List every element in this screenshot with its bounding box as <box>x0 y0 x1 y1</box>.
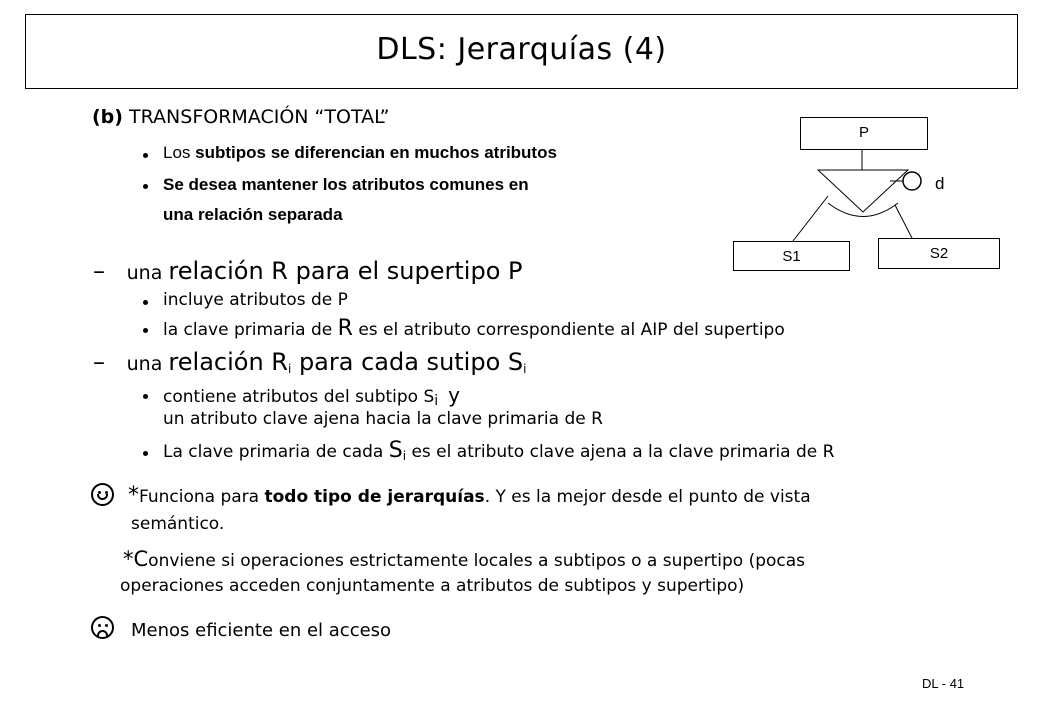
rule2-dash: – <box>93 348 105 376</box>
pro-line-1 <box>128 483 811 508</box>
intro-bullet-1 <box>163 143 557 163</box>
rule2-bullet-1-y: y <box>448 383 461 407</box>
section-text: TRANSFORMACIÓN “TOTAL” <box>122 106 390 128</box>
bullet-dot <box>143 153 148 158</box>
con-text: Menos eficiente en el acceso <box>131 620 392 641</box>
constraint-circle <box>903 172 921 190</box>
slide-title: DLS: Jerarquías (4) <box>376 32 667 67</box>
rule2-text-a: relación R <box>168 348 288 376</box>
pro-line-1-bold: todo tipo de jerarquías <box>264 487 485 507</box>
rule2-bullet-2-a: La clave primaria de cada <box>163 442 389 462</box>
bullet-dot <box>143 184 148 189</box>
intro-bullet-1-prefix: Los <box>163 143 196 162</box>
rule1-bullet-2 <box>163 316 785 341</box>
rule2-text-b: para cada sutipo S <box>291 348 524 376</box>
rule1-bullet-2-b: es el atributo correspondiente al AIP del supertipo <box>352 320 785 340</box>
rule1-dash: – <box>93 257 105 285</box>
child2-link-line <box>895 205 913 240</box>
sad-face-icon <box>91 616 114 639</box>
intro-bullet-1-bold: subtipos se diferencian en muchos atributos <box>195 143 557 162</box>
rule2-bullet-2-s: S <box>388 438 403 463</box>
rule1-bullet-2-r: R <box>337 316 353 341</box>
rule2-lead: una <box>126 353 169 375</box>
entity-child-2: S2 <box>878 238 1000 269</box>
intro-bullet-2-line1: Se desea mantener los atributos comunes en <box>163 175 529 194</box>
child1-link-line <box>793 196 828 241</box>
smiley-face-icon <box>91 483 114 506</box>
rule1-text: relación R para el supertipo P <box>168 257 523 285</box>
rule2-bullet-2 <box>163 438 834 463</box>
pro-star: * <box>128 483 139 508</box>
rule2-bullet-2-sub: i <box>402 449 407 463</box>
pro-line-3-text: onviene si operaciones estrictamente locales a subtipos o a supertipo (pocas <box>148 551 806 571</box>
rule2-sub-2: i <box>523 362 527 376</box>
bullet-dot <box>143 328 148 333</box>
section-header <box>92 106 390 128</box>
pro-line-4: operaciones acceden conjuntamente a atributos de subtipos y supertipo) <box>120 576 745 596</box>
subset-arc <box>828 203 898 217</box>
pro-line-2: semántico. <box>131 514 225 534</box>
pro-line-3-star: *C <box>123 547 149 571</box>
pro-line-3 <box>123 547 805 571</box>
rule1-bullet-1: incluye atributos de P <box>163 290 348 310</box>
rule2-heading <box>93 348 526 376</box>
rule2-bullet-1 <box>163 383 460 409</box>
rule1-heading <box>93 257 522 285</box>
pro-line-1-a: Funciona para <box>139 487 265 507</box>
bullet-dot <box>143 451 148 456</box>
rule1-lead: una <box>126 262 169 284</box>
rule2-sub-1: i <box>287 362 292 376</box>
bullet-dot <box>143 300 148 305</box>
entity-parent: P <box>800 117 928 150</box>
pro-line-1-b: . Y es la mejor desde el punto de vista <box>484 487 811 507</box>
rule2-bullet-1-line2: un atributo clave ajena hacia la clave primaria de R <box>163 409 603 429</box>
page-number: DL - 41 <box>922 676 965 691</box>
rule1-bullet-2-a: la clave primaria de <box>163 320 338 340</box>
rule2-bullet-1-a: contiene atributos del subtipo S <box>163 387 435 407</box>
title-box <box>25 14 1018 89</box>
disjoint-label: d <box>935 174 945 193</box>
section-letter: (b) <box>92 106 123 128</box>
rule2-bullet-2-b: es el atributo clave ajena a la clave primaria de R <box>406 442 835 462</box>
intro-bullet-2-line2: una relación separada <box>163 205 343 224</box>
bullet-dot <box>143 394 148 399</box>
entity-child-1: S1 <box>733 241 850 271</box>
rule2-bullet-1-sub: i <box>434 393 439 409</box>
